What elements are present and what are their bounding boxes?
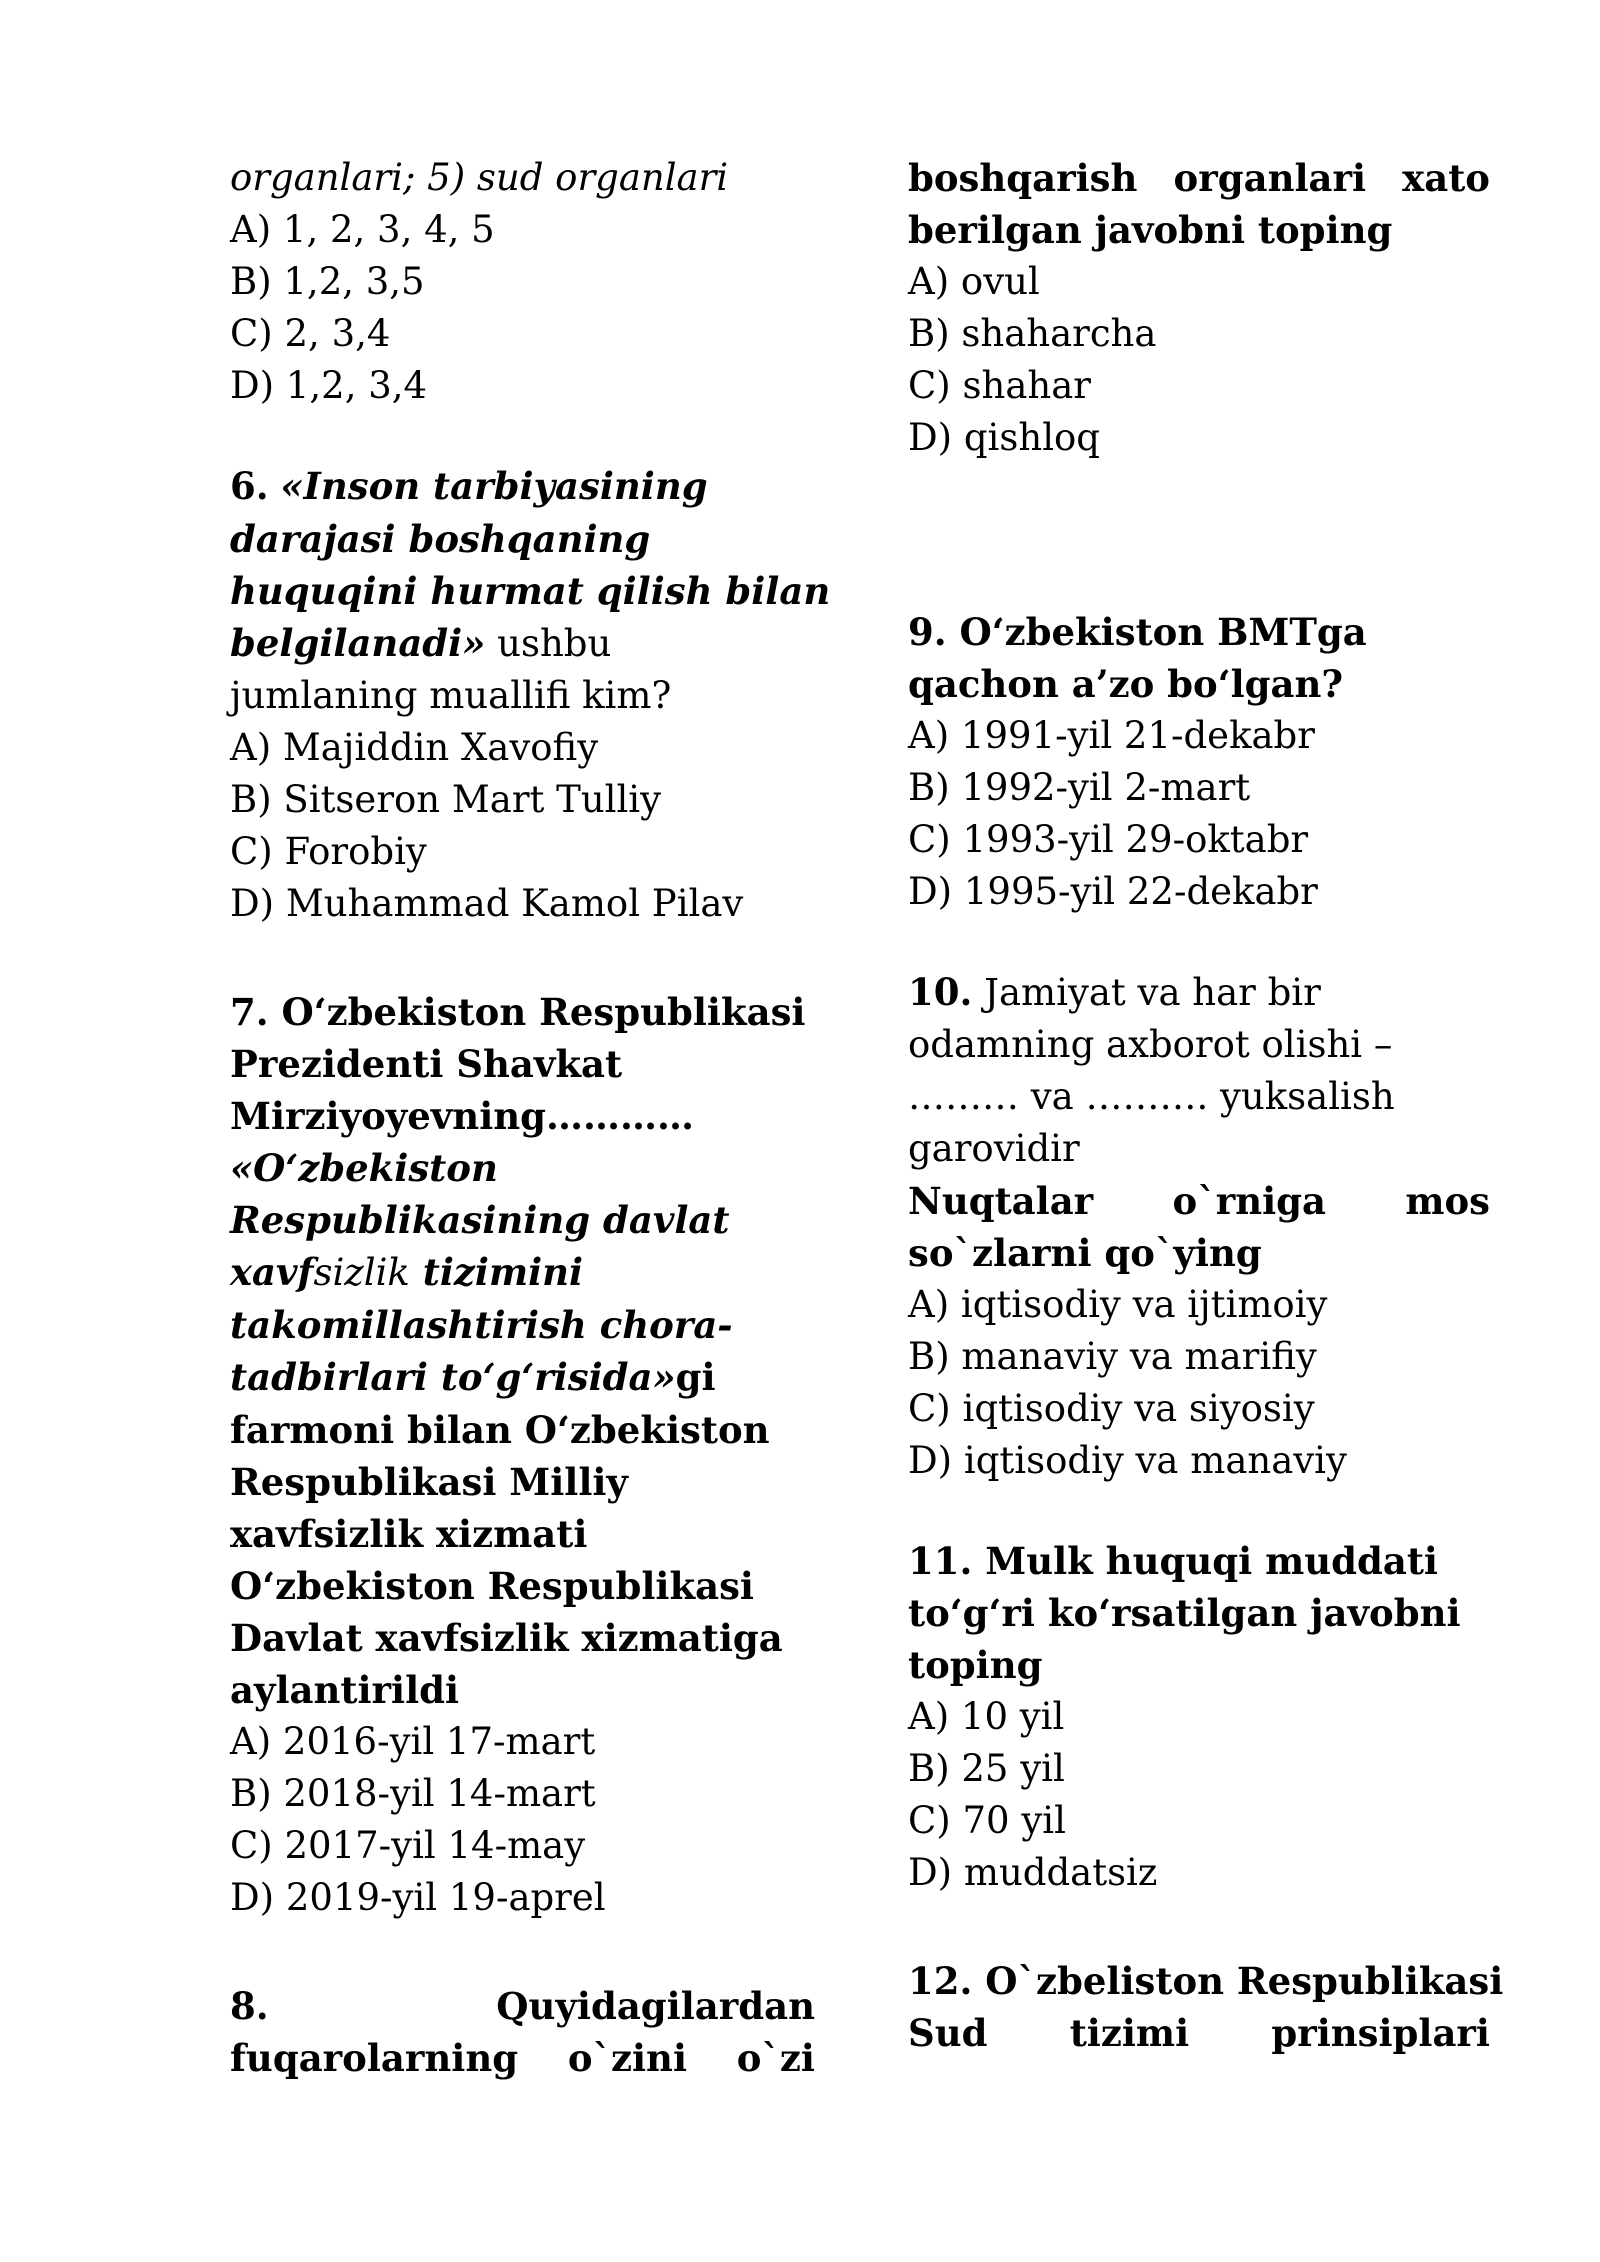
q8-line-2 — [230, 2032, 815, 2084]
q8-line-1 — [230, 1980, 815, 2032]
q10-line-4: garovidir — [908, 1127, 1080, 1170]
q8-word: xato — [1402, 156, 1490, 200]
q8-cont-line-1 — [908, 152, 1490, 204]
q8-word: Quyidagilardan — [496, 1984, 815, 2028]
q9-option-b: B) 1992-yil 2-mart — [908, 766, 1251, 809]
q8-option-d: D) qishloq — [908, 416, 1100, 459]
q6-option-a: A) Majiddin Xavofiy — [230, 726, 599, 769]
question-7 — [230, 986, 815, 1924]
q10-instruction-2: so`zlarni qo`ying — [908, 1231, 1262, 1275]
q12-word: prinsiplari — [1271, 2011, 1490, 2055]
q8-option-c: C) shahar — [908, 364, 1091, 407]
question-10 — [908, 966, 1490, 1487]
q10-option-b: B) manaviy va marifiy — [908, 1335, 1317, 1378]
q10-line-1: Jamiyat va har bir — [972, 971, 1321, 1014]
q6-option-c: C) Forobiy — [230, 830, 427, 873]
q8-word: o`zi — [736, 2036, 815, 2080]
q10-word: o`rniga — [1172, 1179, 1326, 1223]
q11-line-1: 11. Mulk huquqi muddati — [908, 1539, 1438, 1583]
q6-rest-2: jumlaning muallifi kim? — [230, 674, 672, 717]
q12-line-2 — [908, 2007, 1490, 2059]
q9-option-c: C) 1993-yil 29-oktabr — [908, 818, 1309, 861]
q9-option-a: A) 1991-yil 21-dekabr — [908, 714, 1315, 757]
q5-option-d: D) 1,2, 3,4 — [230, 364, 428, 407]
q11-line-2: to‘g‘ri ko‘rsatilgan javobni — [908, 1591, 1461, 1635]
q10-option-d: D) iqtisodiy va manaviy — [908, 1439, 1347, 1482]
q6-quote-4: belgilanadi» — [230, 621, 486, 665]
q6-number: 6. — [230, 464, 269, 508]
q6-quote-3: huquqini hurmat qilish bilan — [230, 569, 831, 613]
left-column — [230, 152, 831, 2084]
q10-option-a: A) iqtisodiy va ijtimoiy — [908, 1283, 1328, 1326]
q7-tail-3: xavfsizlik xizmati — [230, 1512, 588, 1556]
q10-word: mos — [1405, 1179, 1490, 1223]
q11-line-3: toping — [908, 1643, 1043, 1687]
question-8-continued — [908, 152, 1490, 464]
q8-number: 8. — [230, 1984, 269, 2028]
q7-line-2: Prezidenti Shavkat — [230, 1042, 623, 1086]
q7-option-b: B) 2018-yil 14-mart — [230, 1772, 596, 1815]
q7-quote-2: Respublikasining davlat — [230, 1198, 730, 1242]
question-9 — [908, 606, 1490, 918]
q7-quote-4: takomillashtirish chora- — [230, 1303, 733, 1347]
q5-tail: organlari; 5) sud organlari — [230, 156, 729, 199]
q12-word: tizimi — [1069, 2011, 1190, 2055]
q12-line-1: 12. O`zbeliston Respublikasi — [908, 1959, 1504, 2003]
q7-tail-4: O‘zbekiston Respublikasi — [230, 1564, 754, 1608]
q7-quote-1: «O‘zbekiston — [230, 1146, 498, 1190]
q7-quote-5b: gi — [675, 1355, 716, 1399]
q7-line-1: 7. O‘zbekiston Respublikasi — [230, 990, 806, 1034]
q8-cont-line-2: berilgan javobni toping — [908, 208, 1393, 252]
question-8 — [230, 1980, 815, 2084]
question-12 — [908, 1955, 1504, 2059]
q8-word: boshqarish — [908, 156, 1138, 200]
q5-option-b: B) 1,2, 3,5 — [230, 260, 425, 303]
q9-option-d: D) 1995-yil 22-dekabr — [908, 870, 1318, 913]
q7-option-a: A) 2016-yil 17-mart — [230, 1720, 596, 1763]
q10-line-3: ……… va ………. yuksalish — [908, 1075, 1395, 1118]
right-column — [908, 152, 1504, 2059]
q6-option-b: B) Sitseron Mart Tulliy — [230, 778, 662, 821]
q7-tail-1: farmoni bilan O‘zbekiston — [230, 1408, 770, 1452]
q6-rest-1: ushbu — [485, 622, 612, 665]
q10-word: Nuqtalar — [908, 1179, 1094, 1223]
q7-tail-6: aylantirildi — [230, 1668, 460, 1712]
q7-quote-5a: tadbirlari to‘g‘risida» — [230, 1355, 676, 1399]
q11-option-b: B) 25 yil — [908, 1747, 1065, 1790]
q10-number: 10. — [908, 970, 973, 1014]
q9-line-2: qachon a’zo bo‘lgan? — [908, 662, 1344, 706]
q7-tail-2: Respublikasi Milliy — [230, 1460, 628, 1504]
q8-word: o`zini — [567, 2036, 688, 2080]
q6-quote-1: «Inson tarbiyasining — [280, 464, 708, 508]
q12-word: Sud — [908, 2011, 988, 2055]
q8-option-a: A) ovul — [908, 260, 1040, 303]
q11-option-c: C) 70 yil — [908, 1799, 1066, 1842]
question-11 — [908, 1535, 1490, 1899]
q8-word: fuqarolarning — [230, 2036, 519, 2080]
q5-option-c: C) 2, 3,4 — [230, 312, 391, 355]
q7-tail-5: Davlat xavfsizlik xizmatiga — [230, 1616, 783, 1660]
q7-option-d: D) 2019-yil 19-aprel — [230, 1876, 606, 1919]
question-6 — [230, 460, 831, 930]
q11-option-d: D) muddatsiz — [908, 1851, 1158, 1894]
q7-quote-3c: tizimini — [409, 1250, 584, 1294]
q9-line-1: 9. O‘zbekiston BMTga — [908, 610, 1367, 654]
q8-option-b: B) shaharcha — [908, 312, 1157, 355]
q7-option-c: C) 2017-yil 14-may — [230, 1824, 586, 1867]
q10-instruction-1 — [908, 1175, 1490, 1227]
q7-line-3: Mirziyoyevning………… — [230, 1094, 695, 1138]
q10-option-c: C) iqtisodiy va siyosiy — [908, 1387, 1315, 1430]
q5-option-a: A) 1, 2, 3, 4, 5 — [230, 208, 495, 251]
q8-word: organlari — [1173, 156, 1367, 200]
q7-quote-3a: xavf — [230, 1250, 314, 1294]
q6-quote-2: darajasi boshqaning — [230, 517, 651, 561]
q11-option-a: A) 10 yil — [908, 1695, 1065, 1738]
q10-line-2: odamning axborot olishi – — [908, 1023, 1393, 1066]
q7-quote-3b: sizlik — [313, 1251, 410, 1294]
q6-option-d: D) Muhammad Kamol Pilav — [230, 882, 744, 925]
